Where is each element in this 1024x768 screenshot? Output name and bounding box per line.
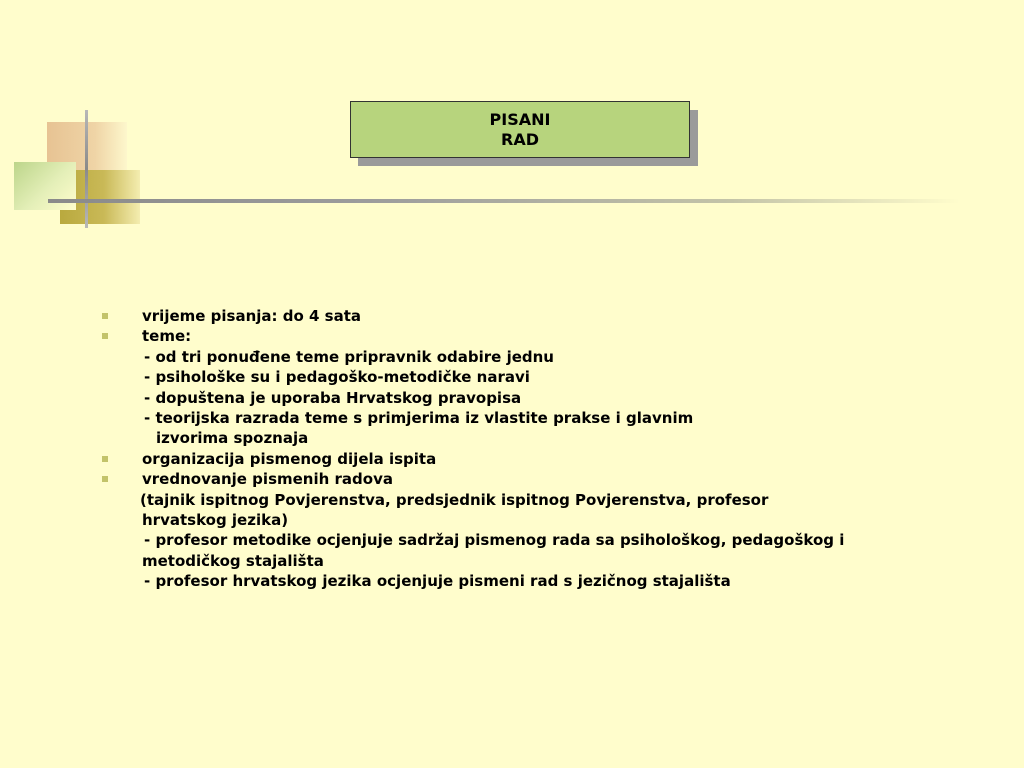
bullet-list	[100, 306, 1000, 592]
list-item-text: teme:	[142, 327, 192, 346]
sub-item-continuation: metodičkog stajališta	[142, 551, 324, 570]
decor-vertical-line	[85, 110, 88, 228]
list-item-text: vrijeme pisanja: do 4 sata	[142, 307, 362, 325]
square-bullet-icon	[102, 476, 108, 482]
sub-item: - teorijska razrada teme s primjerima iz vlastite prakse i glavnim	[144, 409, 694, 428]
sub-item: - od tri ponuđene teme pripravnik odabire jednu	[144, 347, 554, 366]
evaluators-note: (tajnik ispitnog Povjerenstva, predsjednik ispitnog Povjerenstva, profesor	[140, 490, 769, 509]
list-item-text: vrednovanje pismenih radova	[142, 470, 393, 489]
sub-item-continuation: izvorima spoznaja	[156, 429, 309, 448]
sub-item: - profesor metodike ocjenjuje sadržaj pismenog rada sa psihološkog, pedagoškog i	[144, 531, 845, 550]
square-bullet-icon	[102, 456, 108, 462]
list-item-text: organizacija pismenog dijela ispita	[142, 449, 437, 468]
sub-item: - psihološke su i pedagoško-metodičke naravi	[144, 368, 530, 387]
title-line-1: PISANI	[489, 109, 551, 129]
list-item	[100, 306, 1000, 326]
list-item	[100, 469, 1000, 489]
sub-item: - dopuštena je uporaba Hrvatskog pravopisa	[144, 388, 522, 407]
decor-horizontal-line	[48, 199, 960, 203]
list-item	[100, 326, 1000, 346]
square-bullet-icon	[102, 333, 108, 339]
list-item	[100, 449, 1000, 469]
sub-item: - profesor hrvatskog jezika ocjenjuje pismeni rad s jezičnog stajališta	[144, 572, 731, 591]
title-line-2: RAD	[501, 129, 539, 149]
evaluators-note-continuation: hrvatskog jezika)	[142, 511, 289, 530]
square-bullet-icon	[102, 313, 108, 319]
slide-title	[350, 101, 690, 158]
